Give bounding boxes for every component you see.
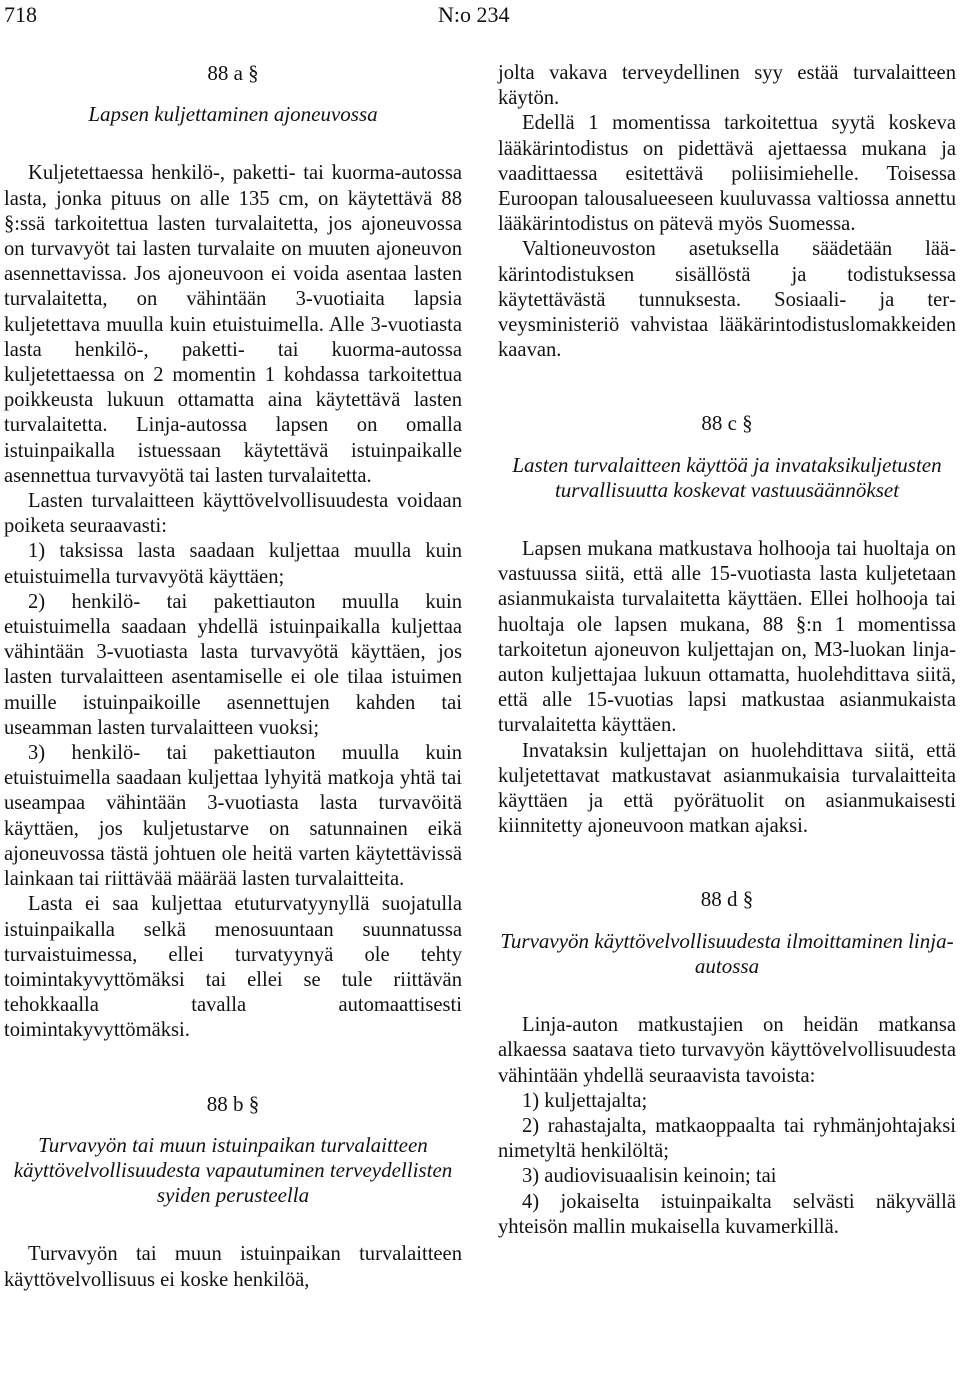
list-item: 4) jokaiselta istuinpaikalta selvästi näkyvällä yhteisön mallin mukaisella kuvamerkillä. bbox=[498, 1190, 956, 1238]
paragraph: jolta vakava terveydellinen syy estää turvalaitteen käytön. bbox=[498, 62, 956, 110]
paragraph: Lasten turvalaitteen käyttövelvollisuudesta voidaan poiketa seuraavasti: bbox=[4, 490, 462, 538]
section-88b bbox=[4, 1092, 462, 1293]
list-item: 3) audiovisuaalisin keinoin; tai bbox=[522, 1165, 777, 1188]
right-column bbox=[498, 61, 956, 1240]
section-title: Turvavyön tai muun istuinpaikan turvalaitteen käyttövelvollisuudesta vapautuminen terveydellisten syiden perusteella bbox=[13, 1132, 453, 1208]
list-item: 2) rahastajalta, matkaoppaalta tai ryhmänjohtajaksi nimetyltä henkilöltä; bbox=[498, 1114, 956, 1163]
list-item: 1) taksissa lasta saadaan kuljettaa muulla kuin etuistuimella turvavyötä käyttäen; bbox=[4, 540, 462, 588]
paragraph: Linja-auton matkustajien on heidän matkansa alkaessa saatava tieto turvavyön käyttövelvollisuudesta vähintään yhdellä seuraavista tavoista: bbox=[498, 1014, 956, 1087]
section-88c bbox=[498, 411, 956, 839]
section-88a bbox=[4, 61, 462, 1044]
list-item: 2) henkilö- tai pakettiauton muulla kuin etuistuimella saadaan yhdellä istuinpaikalla kuljettaa vähintään 3-vuotiasta lasta turvavyötä käyttäen, jos lasten turvalaitteen asentamiselle ei ole tilaa istuimen muille istuinpaikoille asennettujen kahden tai useamman lasten turvalaitteen vuoksi; bbox=[4, 590, 462, 739]
section-number: 88 b § bbox=[206, 1091, 260, 1116]
paragraph: Turvavyön tai muun istuinpaikan turvalaitteen käyttövelvollisuus ei koske henkilöä, bbox=[4, 1243, 462, 1291]
list-item: 1) kuljettajalta; bbox=[522, 1089, 648, 1112]
left-column bbox=[4, 61, 462, 1293]
section-88b-continued bbox=[498, 61, 956, 363]
list-item: 3) henkilö- tai pakettiauton muulla kuin etuistuimella saadaan kuljettaa lyhyitä matkoja yhtä tai useampaa vähintään 3-vuotiasta lasta turvavöitä käyttäen, jos kuljetustarve on satunnainen eikä ajoneuvossa tästä johtuen ole heitä varten käytettävissä lainkaan tai riittävää määrää lasten turvalaitteita. bbox=[4, 742, 462, 891]
paragraph: Kuljetettaessa henkilö-, paketti- tai kuorma-autossa lasta, jonka pituus on alle 135 cm, on käytettävä 88 §:ssä tarkoitettua lasten turvalaitetta, jos ajoneuvossa on turvavyöt tai lasten turvalaite on muuten ajoneuvon asennettavissa. Jos ajoneuvoon ei voida asentaa lasten turvalaitetta, on vähintään 3-vuotiaita lapsia kuljetettava muulla kuin etuistuimella. Alle 3-vuotiasta lasta henkilö-, paketti- tai kuorma-autossa kuljetettaessa on 2 momentin 1 kohdassa tarkoitettua poikkeusta lukuun ottamatta aina käytettävä lasten turvalaitetta. Linja-autossa lapsen on omalla istuinpaikalla istuessaan käytettävä istuinpaikalle asennettua turvavyötä tai lasten turvalaitetta. bbox=[4, 162, 462, 487]
paragraph: Lapsen mukana matkustava holhooja tai huoltaja on vastuussa siitä, että alle 15-vuotiasta lasta kuljetetaan asianmukaista turvalaitetta käyttäen. Ellei holhooja tai huoltaja ole lapsen mukana, 88 §:n 1 momentissa tarkoitetun ajoneuvon kuljettajan on, M3-luokan linja-auton kuljettajaa lukuun ottamatta, huolehdittava siitä, että alle 15-vuotias lapsi matkustaa asianmukaista turvalaitetta käyttäen. bbox=[498, 538, 956, 737]
page-header bbox=[0, 0, 960, 30]
section-88d bbox=[498, 887, 956, 1239]
section-title: Turvavyön käyttövelvollisuudesta ilmoittaminen linja-autossa bbox=[500, 928, 954, 978]
issue-number: N:o 234 bbox=[438, 2, 510, 27]
paragraph: Valtioneuvoston asetuksella säädetään lääkärintodistuksen sisällöstä ja todistuksessa käytettävästä tunnuksesta. Sosiaali- ja terveysministeriö vahvistaa lääkärintodistuslomakkeiden kaavan. bbox=[498, 238, 956, 362]
section-number: 88 d § bbox=[700, 887, 754, 912]
paragraph: Invataksin kuljettajan on huolehdittava siitä, että kuljetettavat matkustavat asianmukaisia turvalaitteita käyttäen ja että pyörätuolit on asianmukaisesti kiinnitetty ajoneuvoon matkan ajaksi. bbox=[498, 739, 956, 838]
page-number: 718 bbox=[4, 2, 37, 27]
section-title: Lasten turvalaitteen käyttöä ja invataksikuljetusten turvallisuutta koskevat vastuusäännökset bbox=[512, 452, 942, 502]
paragraph: Edellä 1 momentissa tarkoitettua syytä koskeva lääkärintodistus on pidettävä ajettaessa mukana ja vaadittaessa esitettävä poliisimiehelle. Toisessa Euroopan talousalueeseen kuuluvassa valtiossa annettu lääkärintodistus on pätevä myös Suomessa. bbox=[498, 112, 956, 236]
paragraph: Lasta ei saa kuljettaa etuturvatyynyllä suojatulla istuinpaikalla selkä menosuuntaan suunnatussa turvaistuimessa, ellei turvatyynyä ole tehty toimintakyvyttömäksi tai ellei se tule riittävän tehokkaalla tavalla automaattisesti toimintakyvyttömäksi. bbox=[4, 893, 462, 1042]
section-number: 88 a § bbox=[207, 61, 259, 85]
section-number: 88 c § bbox=[701, 411, 753, 436]
section-title: Lapsen kuljettaminen ajoneuvossa bbox=[88, 102, 378, 127]
